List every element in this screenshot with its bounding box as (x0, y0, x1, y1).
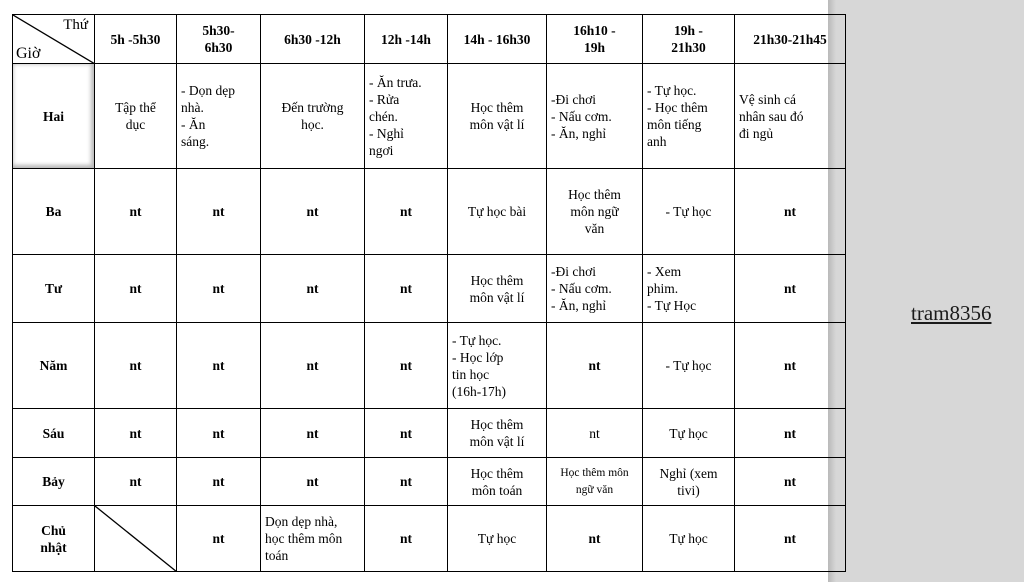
cell-text-line: tivi) (677, 482, 700, 498)
cell-text-line: - Học lớp (452, 349, 504, 365)
cell-text-line: nt (306, 281, 319, 296)
cell-text-line: nt (588, 358, 601, 373)
schedule-cell (177, 409, 261, 458)
cell-text-line: Bảy (42, 474, 65, 489)
schedule-cell (261, 255, 365, 323)
schedule-cell (95, 409, 177, 458)
cell-text-line: - Nấu cơm. (551, 108, 612, 124)
cell-text-line: môn vật lí (469, 289, 525, 305)
schedule-cell (261, 409, 365, 458)
time-slot-header (95, 15, 177, 64)
cell-text-line: nt (783, 281, 796, 296)
schedule-cell (547, 506, 643, 572)
cell-text-line: nt (306, 425, 319, 441)
cell-text-line: dục (125, 117, 146, 132)
cell-text-line: -Đi chơi (551, 264, 597, 279)
schedule-cell (365, 323, 448, 409)
schedule-cell (643, 323, 735, 409)
cell-text-line: nt (212, 425, 225, 441)
cell-text-line: nt (212, 281, 225, 296)
cell-text-line: Chủ (41, 522, 66, 538)
cell-text-line: nt (129, 204, 142, 219)
cell-text-line: nt (399, 281, 412, 296)
cell-text-line: 19h (583, 40, 605, 55)
schedule-cell (735, 409, 846, 458)
cell-text-line: nt (306, 358, 319, 373)
slash-divider (95, 506, 177, 572)
schedule-cell (643, 255, 735, 323)
cell-text-line: - Tự học (665, 204, 712, 219)
table-row (13, 255, 846, 323)
cell-text-line: - Tự học. (647, 83, 697, 98)
cell-text-line: nt (306, 204, 319, 219)
cell-text-line: môn vật lí (469, 434, 525, 449)
cell-text-line: nt (783, 204, 796, 219)
schedule-cell (643, 506, 735, 572)
cell-text-line: phim. (647, 281, 679, 296)
cell-text-line: nt (129, 358, 142, 373)
cell-text-line: - Ăn, nghỉ (551, 125, 607, 141)
cell-text-line: Dọn dẹp nhà, (265, 514, 338, 529)
cell-text-line: Năm (39, 358, 68, 373)
schedule-cell (177, 458, 261, 506)
schedule-cell (735, 64, 846, 169)
cell-text-line: nt (588, 531, 601, 546)
schedule-cell (261, 169, 365, 255)
schedule-cell (547, 255, 643, 323)
time-slot-header (365, 15, 448, 64)
schedule-cell (177, 255, 261, 323)
cell-text-line: Học thêm (470, 465, 524, 481)
schedule-cell (177, 323, 261, 409)
cell-text-line: - Xem (647, 264, 682, 279)
cell-text-line: nhà. (181, 100, 204, 115)
time-slot-header (448, 15, 547, 64)
cell-text-line: - Ăn (181, 117, 206, 132)
cell-text-line: chén. (369, 108, 398, 124)
watermark-username[interactable]: tram8356 (911, 301, 992, 325)
corner-label-day: Thứ (63, 17, 88, 33)
schedule-cell (735, 255, 846, 323)
corner-label-time: Giờ (16, 45, 41, 62)
cell-text-line: nt (399, 358, 412, 373)
cell-text-line: Tự học (477, 531, 517, 546)
schedule-cell (547, 458, 643, 506)
schedule-cell (547, 169, 643, 255)
cell-text-line: nt (783, 358, 796, 373)
cell-text-line: - Tự học. (452, 332, 502, 348)
time-slot-header (643, 15, 735, 64)
schedule-cell (177, 169, 261, 255)
cell-text-line: - Rửa (369, 91, 400, 107)
schedule-cell (735, 169, 846, 255)
cell-text-line: Ba (45, 204, 62, 219)
cell-text-line: nt (399, 204, 412, 219)
schedule-cell (643, 64, 735, 169)
cell-text-line: 21h30-21h45 (753, 31, 827, 47)
cell-text-line: học. (301, 117, 324, 132)
schedule-cell (95, 169, 177, 255)
cell-text-line: nt (399, 531, 412, 546)
schedule-cell (95, 458, 177, 506)
schedule-cell (448, 64, 547, 169)
cell-text-line: sáng. (181, 134, 210, 149)
cell-text-line: 14h - 16h30 (463, 31, 531, 47)
cell-text-line: nt (783, 474, 796, 489)
cell-text-line: 5h30- (202, 23, 235, 38)
schedule-cell (448, 323, 547, 409)
table-row (13, 409, 846, 458)
cell-text-line: nt (399, 474, 412, 489)
schedule-cell (448, 169, 547, 255)
cell-text-line: 12h -14h (381, 31, 431, 47)
schedule-cell (448, 409, 547, 458)
cell-text-line: Tự học (669, 425, 708, 441)
cell-text-line: - Nghỉ (369, 125, 404, 141)
corner-header-cell (13, 15, 95, 64)
cell-text-line: -Đi chơi (551, 91, 597, 107)
table-row (13, 64, 846, 169)
cell-text-line: nt (212, 358, 225, 373)
cell-text-line: nt (399, 425, 412, 441)
cell-text-line: nt (589, 425, 600, 441)
cell-text-line: học thêm môn (265, 531, 343, 546)
schedule-cell (177, 64, 261, 169)
cell-text-line: môn tiếng (647, 117, 702, 132)
schedule-cell (261, 458, 365, 506)
weekly-schedule-table (12, 14, 846, 572)
day-label-cell (13, 506, 95, 572)
cell-text-line: Tự học (669, 531, 708, 546)
time-slot-header (177, 15, 261, 64)
schedule-cell (643, 409, 735, 458)
editor-side-panel (828, 0, 1024, 582)
cell-text-line: Đến trường (281, 100, 344, 115)
cell-text-line: Học thêm (470, 417, 524, 432)
schedule-cell (177, 506, 261, 572)
time-slot-header (735, 15, 846, 64)
cell-text-line: tin học (452, 366, 490, 382)
cell-text-line: - Ăn, nghỉ (551, 298, 607, 313)
cell-text-line: Vệ sinh cá (739, 91, 796, 107)
schedule-cell (643, 169, 735, 255)
day-label-cell (13, 409, 95, 458)
cell-text-line: Tư (44, 281, 63, 296)
cell-text-line: nt (129, 474, 142, 489)
cell-text-line: 6h30 -12h (284, 31, 341, 47)
schedule-cell (261, 64, 365, 169)
schedule-cell (547, 409, 643, 458)
schedule-cell (261, 323, 365, 409)
schedule-cell (365, 458, 448, 506)
cell-text-line: (16h-17h) (452, 383, 506, 399)
cell-text-line: Sáu (42, 425, 65, 441)
schedule-cell (735, 323, 846, 409)
schedule-cell (735, 506, 846, 572)
cell-text-line: Tập thể (115, 100, 156, 115)
schedule-cell (95, 323, 177, 409)
cell-text-line: nt (129, 425, 142, 441)
cell-text-line: 19h - (674, 23, 703, 38)
cell-text-line: - Tự Học (647, 298, 697, 313)
time-slot-header (261, 15, 365, 64)
schedule-cell (365, 409, 448, 458)
schedule-cell (448, 458, 547, 506)
day-label-cell (13, 255, 95, 323)
cell-text-line: 21h30 (671, 40, 706, 55)
day-label-cell (13, 64, 95, 169)
schedule-cell (365, 169, 448, 255)
cell-text-line: Học thêm môn (560, 466, 629, 479)
cell-text-line: nhân sau đó (739, 108, 804, 124)
schedule-cell (95, 64, 177, 169)
schedule-cell (547, 323, 643, 409)
cell-text-line: nt (129, 281, 142, 296)
cell-text-line: - Tự học (665, 358, 712, 373)
cell-text-line: - Ăn trưa. (369, 74, 422, 90)
cell-text-line: toán (265, 548, 289, 563)
schedule-cell (735, 458, 846, 506)
cell-text-line: Học thêm (470, 100, 524, 115)
cell-text-line: nt (783, 531, 796, 546)
empty-slash-cell (95, 506, 177, 572)
day-label-cell (13, 323, 95, 409)
cell-text-line: Học thêm (470, 272, 524, 288)
schedule-cell (365, 506, 448, 572)
cell-text-line: môn toán (471, 482, 523, 498)
table-row (13, 458, 846, 506)
cell-text-line: - Dọn dẹp (181, 83, 235, 98)
cell-text-line: ngữ văn (575, 483, 614, 496)
day-label-cell (13, 458, 95, 506)
cell-text-line: 5h -5h30 (110, 31, 161, 47)
schedule-cell (365, 64, 448, 169)
cell-text-line: Tự học bài (467, 204, 527, 219)
table-row (13, 323, 846, 409)
cell-text-line: Hai (42, 108, 64, 124)
cell-text-line: môn vật lí (469, 117, 525, 132)
schedule-cell (261, 506, 365, 572)
cell-text-line: môn ngữ (570, 204, 619, 219)
cell-text-line: văn (584, 221, 605, 236)
cell-text-line: nt (212, 474, 225, 489)
schedule-cell (448, 506, 547, 572)
cell-text-line: ngơi (369, 142, 394, 158)
cell-text-line: nt (212, 531, 225, 546)
schedule-cell (448, 255, 547, 323)
cell-text-line: nt (306, 474, 319, 489)
cell-text-line: Học thêm (568, 187, 621, 202)
schedule-cell (547, 64, 643, 169)
cell-text-line: - Học thêm (647, 100, 708, 115)
table-row (13, 169, 846, 255)
cell-text-line: 16h10 - (573, 23, 616, 38)
schedule-cell (643, 458, 735, 506)
table-row (13, 506, 846, 572)
cell-text-line: đi ngủ (739, 125, 774, 141)
schedule-cell (365, 255, 448, 323)
cell-text-line: anh (647, 134, 667, 149)
cell-text-line: Nghỉ (xem (659, 465, 718, 481)
schedule-cell (95, 255, 177, 323)
cell-text-line: nhật (40, 539, 67, 555)
time-slot-header (547, 15, 643, 64)
cell-text-line: nt (212, 204, 225, 219)
cell-text-line: - Nấu cơm. (551, 281, 612, 296)
cell-text-line: nt (783, 425, 796, 441)
day-label-cell (13, 169, 95, 255)
cell-text-line: 6h30 (204, 40, 233, 55)
header-row (13, 15, 846, 64)
